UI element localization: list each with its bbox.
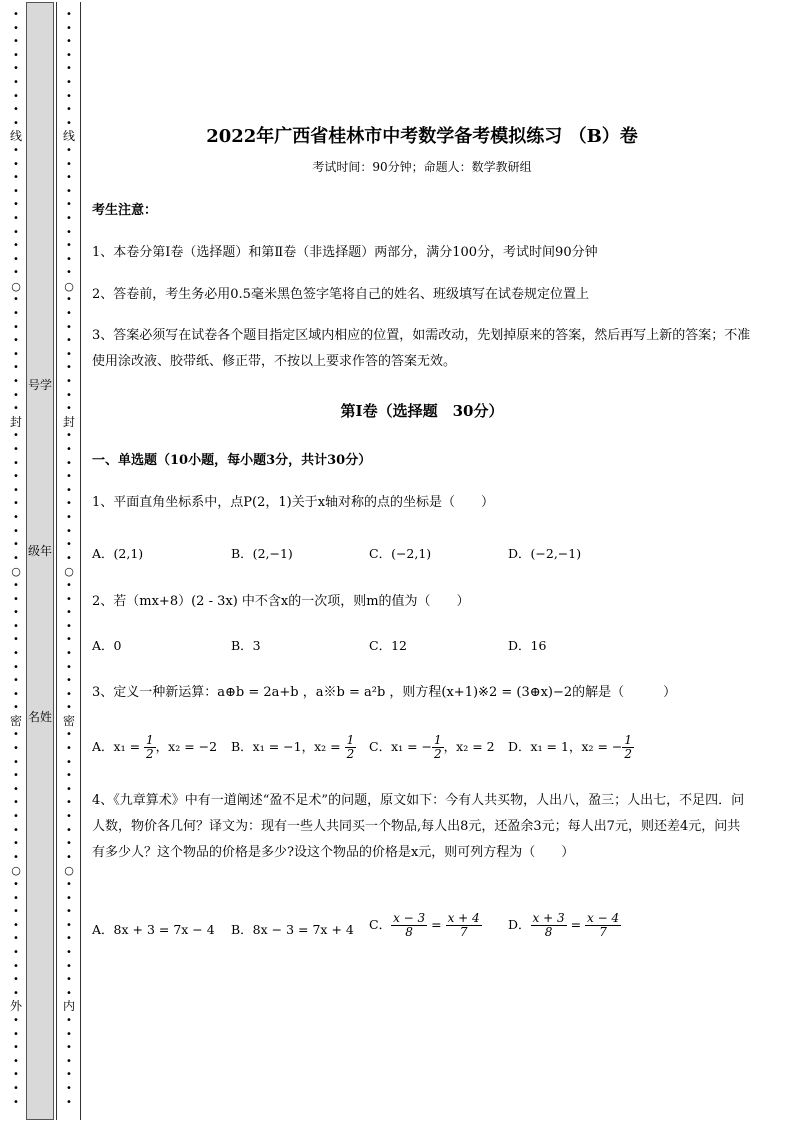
margin-dot: • [66, 49, 72, 61]
margin-dot: • [66, 688, 72, 700]
margin-dot: • [66, 593, 72, 605]
margin-dot: • [66, 498, 72, 510]
margin-dot: • [66, 457, 72, 469]
option-b[interactable]: B．3 [231, 638, 261, 653]
margin-dot: • [13, 539, 19, 551]
option-d[interactable]: D． $\frac{x + 3}{8}$ = $\frac{x - 4}{7}$ [508, 911, 620, 939]
margin-dot: • [13, 974, 19, 986]
margin-dot: • [66, 1042, 72, 1054]
option-c[interactable]: C．(−2,1) [369, 546, 432, 561]
margin-dot: • [13, 1055, 19, 1067]
margin-dot: • [13, 90, 19, 102]
option-row [92, 734, 752, 770]
margin-dot: • [13, 647, 19, 659]
margin-dot: • [66, 933, 72, 945]
margin-dot: • [13, 172, 19, 184]
margin-dot: • [13, 729, 19, 741]
margin-dot: • [13, 498, 19, 510]
margin-dot: • [66, 539, 72, 551]
margin-dot: • [13, 579, 19, 591]
option-d[interactable]: D．(−2,−1) [508, 546, 582, 561]
margin-dot: • [13, 783, 19, 795]
margin-dot: • [66, 675, 72, 687]
option-b[interactable]: B．(2,−1) [231, 546, 293, 561]
margin-dot: • [13, 484, 19, 496]
fraction: $\frac{x - 4}{7}$ [587, 911, 620, 939]
margin-dot: • [66, 1055, 72, 1067]
margin-dot: • [66, 376, 72, 388]
name-label: 名姓 [27, 710, 52, 724]
margin-dot: • [13, 1028, 19, 1040]
option-c[interactable]: C．x₁ = − $\frac{1}{2}$ ，x₂ = 2 [369, 733, 495, 761]
margin-dot: • [66, 607, 72, 619]
margin-dot: • [66, 511, 72, 523]
margin-dot: • [66, 838, 72, 850]
margin-dot: • [66, 389, 72, 401]
margin-dot: • [66, 335, 72, 347]
note-item: 1、本卷分第I卷（选择题）和第Ⅱ卷（非选择题）两部分，满分100分，考试时间90分钟 [92, 245, 598, 260]
margin-seal-label: 封 [9, 414, 22, 429]
fraction: $\frac{x - 3}{8}$ [393, 911, 426, 939]
margin-dot: • [13, 308, 19, 320]
margin-dot: • [66, 974, 72, 986]
margin-dot: • [66, 797, 72, 809]
fraction: $\frac{1}{2}$ [434, 733, 442, 761]
margin-dot: • [66, 743, 72, 755]
margin-dot: • [13, 104, 19, 116]
margin-dot: • [13, 919, 19, 931]
margin-circle: ○ [64, 864, 74, 878]
margin-dot: • [13, 240, 19, 252]
margin-circle: ○ [11, 565, 21, 579]
margin-dot: • [66, 552, 72, 564]
margin-dot: • [66, 729, 72, 741]
fraction: $\frac{1}{2}$ [146, 733, 154, 761]
margin-dot: • [13, 770, 19, 782]
margin-circle: ○ [64, 565, 74, 579]
margin-dot: • [13, 185, 19, 197]
margin-dot: • [66, 647, 72, 659]
margin-dot: • [13, 362, 19, 374]
binding-margin [0, 0, 85, 1123]
margin-dot: • [66, 879, 72, 890]
margin-dot: • [66, 579, 72, 591]
margin-seal-label: 线 [9, 129, 22, 144]
margin-circle: ○ [11, 279, 21, 293]
margin-dot: • [13, 444, 19, 455]
margin-dot: • [13, 76, 19, 88]
note-item: 3、答案必须写在试卷各个题目指定区域内相应的位置，如需改动，先划掉原来的答案，然后再写上新的答案；不准使用涂改液、胶带纸、修正带，不按以上要求作答的答案无效。 [92, 328, 751, 369]
inner-dot-column [62, 8, 76, 1109]
margin-dot: • [66, 471, 72, 483]
notes-heading: 考生注意： [92, 203, 158, 218]
margin-dot: • [13, 688, 19, 700]
margin-dot: • [13, 471, 19, 483]
margin-dot: • [13, 430, 19, 442]
exam-subtitle: 考试时间：90分钟；命题人：数学教研组 [312, 160, 532, 174]
margin-dot: • [66, 906, 72, 918]
margin-dot: • [13, 348, 19, 360]
margin-dot: • [66, 76, 72, 88]
option-b[interactable]: B．8x − 3 = 7x + 4 [231, 922, 354, 937]
margin-dot: • [66, 634, 72, 646]
margin-dot: • [66, 702, 72, 714]
cut-line [56, 2, 57, 1120]
margin-circle: ○ [11, 864, 21, 878]
margin-dot: • [66, 430, 72, 442]
margin-dot: • [66, 144, 72, 156]
note-item: 2、答卷前，考生务必用0.5毫米黑色签字笔将自己的姓名、班级填写在试卷规定位置上 [92, 287, 589, 302]
margin-dot: • [66, 851, 72, 863]
margin-dot: • [66, 1014, 72, 1026]
margin-seal-label: 外 [9, 999, 22, 1014]
margin-dot: • [66, 987, 72, 999]
margin-dot: • [66, 117, 72, 129]
margin-dot: • [13, 987, 19, 999]
margin-dot: • [13, 906, 19, 918]
margin-dot: • [13, 403, 19, 415]
margin-dot: • [66, 158, 72, 170]
margin-dot: • [13, 675, 19, 687]
margin-dot: • [66, 63, 72, 75]
margin-dot: • [66, 960, 72, 972]
cut-line [80, 2, 81, 1120]
margin-dot: • [66, 267, 72, 279]
margin-dot: • [13, 593, 19, 605]
margin-dot: • [66, 946, 72, 958]
margin-dot: • [13, 851, 19, 863]
margin-dot: • [13, 158, 19, 170]
margin-dot: • [66, 172, 72, 184]
margin-dot: • [13, 226, 19, 238]
margin-dot: • [13, 457, 19, 469]
margin-dot: • [13, 824, 19, 836]
margin-dot: • [66, 362, 72, 374]
margin-dot: • [66, 104, 72, 116]
margin-dot: • [66, 253, 72, 265]
margin-dot: • [13, 294, 19, 306]
margin-dot: • [66, 1069, 72, 1081]
option-a[interactable]: A．(2,1) [92, 546, 144, 561]
margin-dot: • [13, 9, 19, 20]
margin-dot: • [13, 212, 19, 224]
margin-dot: • [13, 253, 19, 265]
margin-dot: • [66, 824, 72, 836]
margin-dot: • [13, 144, 19, 156]
margin-dot: • [13, 879, 19, 890]
margin-circle: ○ [64, 279, 74, 293]
margin-dot: • [66, 661, 72, 673]
margin-dot: • [13, 620, 19, 632]
margin-dot: • [13, 525, 19, 537]
margin-dot: • [13, 22, 19, 34]
option-a[interactable]: A．x₁ = $\frac{1}{2}$ ，x₂ = −2 [92, 733, 218, 761]
margin-dot: • [66, 770, 72, 782]
margin-dot: • [13, 661, 19, 673]
margin-seal-label: 密 [9, 713, 22, 728]
margin-dot: • [66, 1082, 72, 1094]
margin-dot: • [66, 756, 72, 768]
fraction: $\frac{x + 4}{7}$ [447, 911, 480, 939]
margin-dot: • [66, 308, 72, 320]
margin-dot: • [13, 811, 19, 823]
margin-dot: • [66, 892, 72, 904]
margin-dot: • [13, 1042, 19, 1054]
margin-dot: • [13, 511, 19, 523]
option-b[interactable]: B．x₁ = −1，x₂ = $\frac{1}{2}$ [231, 733, 355, 761]
margin-dot: • [66, 199, 72, 211]
margin-dot: • [66, 403, 72, 415]
outer-dot-column [9, 8, 23, 1109]
margin-dot: • [13, 199, 19, 211]
margin-seal-label: 封 [62, 414, 75, 429]
margin-dot: • [13, 1096, 19, 1108]
margin-dot: • [13, 63, 19, 75]
margin-dot: • [66, 444, 72, 455]
option-a[interactable]: A．8x + 3 = 7x − 4 [92, 922, 215, 937]
section-heading: 一、单选题（10小题，每小题3分，共计30分） [92, 453, 372, 468]
grade-label: 级年 [27, 544, 52, 558]
margin-seal-label: 线 [62, 129, 75, 144]
margin-dot: • [66, 226, 72, 238]
margin-dot: • [13, 743, 19, 755]
option-a[interactable]: A．0 [92, 638, 122, 653]
margin-dot: • [13, 797, 19, 809]
margin-dot: • [13, 552, 19, 564]
margin-dot: • [66, 919, 72, 931]
margin-dot: • [66, 294, 72, 306]
option-c[interactable]: C．12 [369, 638, 407, 653]
margin-dot: • [13, 389, 19, 401]
margin-dot: • [13, 321, 19, 333]
margin-dot: • [13, 1082, 19, 1094]
margin-dot: • [66, 36, 72, 48]
margin-seal-label: 密 [62, 713, 75, 728]
margin-dot: • [13, 49, 19, 61]
option-c[interactable]: C． $\frac{x - 3}{8}$ = $\frac{x + 4}{7}$ [369, 911, 480, 939]
margin-dot: • [13, 838, 19, 850]
margin-dot: • [66, 90, 72, 102]
margin-dot: • [13, 267, 19, 279]
fraction: $\frac{x + 3}{8}$ [532, 911, 565, 939]
margin-dot: • [66, 348, 72, 360]
margin-dot: • [66, 783, 72, 795]
margin-dot: • [13, 892, 19, 904]
margin-dot: • [13, 335, 19, 347]
margin-seal-label: 内 [62, 999, 75, 1014]
margin-dot: • [13, 117, 19, 129]
student-number-label: 号学 [27, 378, 52, 392]
margin-dot: • [66, 240, 72, 252]
margin-dot: • [13, 634, 19, 646]
margin-dot: • [66, 22, 72, 34]
margin-dot: • [13, 960, 19, 972]
margin-dot: • [66, 185, 72, 197]
margin-dot: • [66, 620, 72, 632]
margin-dot: • [13, 376, 19, 388]
margin-dot: • [13, 702, 19, 714]
margin-dot: • [13, 607, 19, 619]
question-stem: 1、平面直角坐标系中，点P(2，1)关于x轴对称的点的坐标是（ ） [92, 495, 495, 510]
margin-dot: • [66, 212, 72, 224]
margin-dot: • [13, 946, 19, 958]
margin-dot: • [66, 321, 72, 333]
fraction: $\frac{1}{2}$ [624, 733, 633, 761]
margin-dot: • [66, 811, 72, 823]
option-row [92, 912, 752, 952]
margin-dot: • [13, 36, 19, 48]
exam-title: 2022年广西省桂林市中考数学备考模拟练习 （B）卷 [206, 126, 638, 147]
fraction: $\frac{1}{2}$ [346, 733, 355, 761]
margin-dot: • [66, 484, 72, 496]
margin-dot: • [13, 756, 19, 768]
question-stem: 2、若（mx+8）(2 - 3x) 中不含x的一次项，则m的值为（ ） [92, 594, 470, 609]
option-d[interactable]: D．x₁ = 1，x₂ = − $\frac{1}{2}$ [508, 733, 633, 761]
margin-dot: • [66, 525, 72, 537]
margin-dot: • [13, 1014, 19, 1026]
margin-dot: • [13, 1069, 19, 1081]
option-d[interactable]: D．16 [508, 638, 547, 653]
margin-dot: • [66, 1096, 72, 1108]
margin-dot: • [66, 1028, 72, 1040]
margin-dot: • [66, 9, 72, 20]
question-stem: 4、《九章算术》中有一道阐述“盈不足术”的问题，原文如下：今有人共买物，人出八，盈三；人出七，不足四．问人数，物价各几何？译文为：现有一些人共同买一个物品,每人出8元，还盈余3元；每人出7元，则还差4元，问共有多少人？这个物品的价格是多少?设这个物品的价格是x元，则可列方程为（ ） [92, 793, 745, 860]
part-title: 第I卷（选择题 30分） [340, 402, 504, 420]
question-stem: 3、定义一种新运算：a⊕b = 2a+b ，a※b = a²b ，则方程(x+1)※2 = (3⊕x)−2的解是（ ） [92, 685, 677, 700]
margin-dot: • [13, 933, 19, 945]
